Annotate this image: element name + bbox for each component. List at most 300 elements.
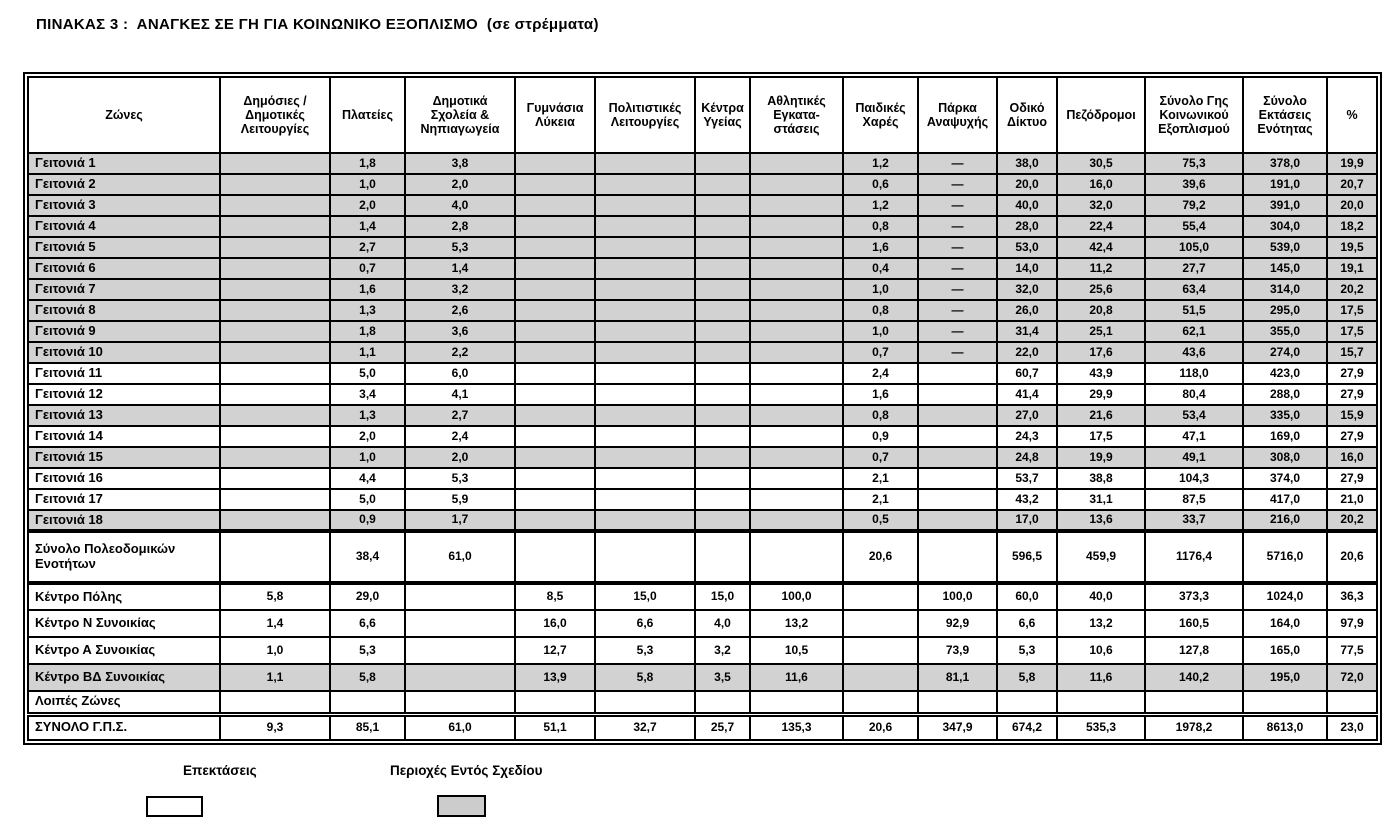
table-cell [515,195,595,216]
table-cell: 33,7 [1145,510,1243,531]
table-cell: 13,9 [515,664,595,691]
table-row [28,174,1377,195]
table-cell: 62,1 [1145,321,1243,342]
legend-swatch-extensions [146,796,203,817]
table-cell [750,258,843,279]
table-row [28,216,1377,237]
table-cell: 17,5 [1327,300,1377,321]
table-cell: 1024,0 [1243,583,1327,610]
table-cell: 51,1 [515,714,595,740]
table-cell: 25,1 [1057,321,1145,342]
table-cell: 1,3 [330,405,405,426]
table-cell: 21,6 [1057,405,1145,426]
table-cell: 0,5 [843,510,918,531]
table-cell [595,691,695,714]
table-row [28,637,1377,664]
table-cell: 63,4 [1145,279,1243,300]
table-row [28,384,1377,405]
column-header: Κέντρα Υγείας [695,77,750,153]
table-cell: 1,0 [843,321,918,342]
table-cell [1243,691,1327,714]
table-cell [515,153,595,174]
table-cell [515,531,595,583]
table-cell: 40,0 [997,195,1057,216]
table-cell: 5716,0 [1243,531,1327,583]
table-cell: 1,0 [843,279,918,300]
table-cell [695,258,750,279]
table-cell [220,153,330,174]
table-cell: 1,4 [330,216,405,237]
table-cell: 21,0 [1327,489,1377,510]
table-cell: 18,2 [1327,216,1377,237]
table-cell: 20,0 [997,174,1057,195]
table-cell: 43,6 [1145,342,1243,363]
table-row [28,258,1377,279]
zone-cell: Γειτονιά 5 [28,237,220,258]
column-header: Σύνολο Εκτάσεις Ενότητας [1243,77,1327,153]
table-cell [595,216,695,237]
table-cell [750,321,843,342]
table-cell [515,174,595,195]
table-cell [595,510,695,531]
table-cell: 51,5 [1145,300,1243,321]
table-row [28,510,1377,531]
table-cell: 160,5 [1145,610,1243,637]
table-cell [843,691,918,714]
table-cell [595,279,695,300]
table-cell: 4,4 [330,468,405,489]
table-cell: 100,0 [918,583,997,610]
table-cell: 53,7 [997,468,1057,489]
table-cell: 0,8 [843,300,918,321]
table-cell [515,447,595,468]
table-cell: 1,7 [405,510,515,531]
table-cell: 1,6 [843,384,918,405]
table-cell: 20,6 [843,714,918,740]
table-cell: 42,4 [1057,237,1145,258]
table-cell: 20,0 [1327,195,1377,216]
table-cell: 164,0 [1243,610,1327,637]
column-header: Δημόσιες / Δημοτικές Λειτουργίες [220,77,330,153]
zone-cell: Γειτονιά 2 [28,174,220,195]
zone-cell: ΣΥΝΟΛΟ Γ.Π.Σ. [28,714,220,740]
table-cell [220,237,330,258]
table-cell: 16,0 [1057,174,1145,195]
table-cell: 1,8 [330,153,405,174]
table-cell: 3,2 [405,279,515,300]
table-cell [843,583,918,610]
table-cell: 27,9 [1327,384,1377,405]
table-cell: 29,0 [330,583,405,610]
table-cell: 19,9 [1057,447,1145,468]
table-row [28,583,1377,610]
zone-cell: Γειτονιά 10 [28,342,220,363]
table-cell [843,637,918,664]
table-cell [220,258,330,279]
table-cell: 5,3 [405,237,515,258]
table-cell: 0,6 [843,174,918,195]
table-cell: 5,3 [997,637,1057,664]
table-cell: 17,6 [1057,342,1145,363]
table-cell: 0,8 [843,216,918,237]
zone-cell: Γειτονιά 15 [28,447,220,468]
table-cell: 0,7 [843,342,918,363]
table-cell: 1,1 [330,342,405,363]
table-cell: 674,2 [997,714,1057,740]
table-cell: 15,7 [1327,342,1377,363]
table-cell: 28,0 [997,216,1057,237]
table-cell: 140,2 [1145,664,1243,691]
table-cell: 92,9 [918,610,997,637]
table-row [28,714,1377,740]
legend-swatch-areas-within-plan [437,795,486,817]
table-cell: 165,0 [1243,637,1327,664]
table-cell [220,489,330,510]
table-cell [750,216,843,237]
table-row [28,489,1377,510]
table-cell: 11,6 [750,664,843,691]
table-cell: 8,5 [515,583,595,610]
table-cell: 417,0 [1243,489,1327,510]
table-cell: 1,1 [220,664,330,691]
table-cell [515,405,595,426]
table-cell [695,691,750,714]
table-row [28,363,1377,384]
table-cell [695,174,750,195]
table-cell: 17,5 [1327,321,1377,342]
table-cell: 23,0 [1327,714,1377,740]
table-cell: 378,0 [1243,153,1327,174]
table-cell: 12,7 [515,637,595,664]
table-cell: 1978,2 [1145,714,1243,740]
table-cell: — [918,216,997,237]
table-cell [220,174,330,195]
table-cell: 40,0 [1057,583,1145,610]
table-cell: 61,0 [405,531,515,583]
table-cell [515,300,595,321]
table-cell [750,691,843,714]
column-header: Οδικό Δίκτυο [997,77,1057,153]
table-cell: 25,7 [695,714,750,740]
table-cell: 20,6 [1327,531,1377,583]
table-cell: 374,0 [1243,468,1327,489]
table-cell [595,384,695,405]
table-cell [695,531,750,583]
table-cell: 459,9 [1057,531,1145,583]
table-cell: 20,8 [1057,300,1145,321]
table-cell [405,691,515,714]
table-cell [1327,691,1377,714]
table-cell: 2,4 [843,363,918,384]
table-cell: 9,3 [220,714,330,740]
table-cell: — [918,153,997,174]
table-cell [695,237,750,258]
table-cell: — [918,321,997,342]
table-cell: 2,7 [405,405,515,426]
table-cell: 6,6 [997,610,1057,637]
table-row [28,468,1377,489]
table-cell [595,405,695,426]
table-cell [695,447,750,468]
table-cell: 32,0 [997,279,1057,300]
zone-cell: Κέντρο Ν Συνοικίας [28,610,220,637]
table-cell: 118,0 [1145,363,1243,384]
table-cell: 20,2 [1327,510,1377,531]
table-cell: 5,9 [405,489,515,510]
table-cell [595,153,695,174]
table-cell: 16,0 [1327,447,1377,468]
table-cell: 0,9 [330,510,405,531]
table-cell: 6,0 [405,363,515,384]
table-cell: 274,0 [1243,342,1327,363]
table-cell: 4,0 [695,610,750,637]
table-cell: 3,4 [330,384,405,405]
table-cell: 0,9 [843,426,918,447]
table-cell [750,531,843,583]
table-cell: 20,2 [1327,279,1377,300]
table-cell: 29,9 [1057,384,1145,405]
table-cell: 30,5 [1057,153,1145,174]
table-cell: 17,0 [997,510,1057,531]
table-cell: 539,0 [1243,237,1327,258]
table-row [28,664,1377,691]
table-cell: 47,1 [1145,426,1243,447]
table-cell: 16,0 [515,610,595,637]
table-cell: 20,6 [843,531,918,583]
table-cell: 0,4 [843,258,918,279]
table-cell: 5,0 [330,489,405,510]
table-cell: 10,6 [1057,637,1145,664]
zone-cell: Γειτονιά 8 [28,300,220,321]
table-cell [515,321,595,342]
table-cell [918,531,997,583]
table-cell: 22,4 [1057,216,1145,237]
table-cell [695,510,750,531]
table-cell [515,279,595,300]
table-cell: 6,6 [330,610,405,637]
table-cell: 49,1 [1145,447,1243,468]
table-cell [695,153,750,174]
zone-cell: Γειτονιά 4 [28,216,220,237]
table-cell [918,691,997,714]
table-cell [695,405,750,426]
table-cell: — [918,258,997,279]
table-cell: 5,8 [220,583,330,610]
table-row [28,691,1377,714]
table-cell [220,363,330,384]
table-cell [918,363,997,384]
column-header: Πλατείες [330,77,405,153]
table-cell: 3,2 [695,637,750,664]
table-cell: 27,7 [1145,258,1243,279]
table-cell: 61,0 [405,714,515,740]
column-header: Γυμνάσια Λύκεια [515,77,595,153]
table-cell: 216,0 [1243,510,1327,531]
table-cell [918,405,997,426]
table-cell: 100,0 [750,583,843,610]
table-cell: 39,6 [1145,174,1243,195]
table-cell: 5,3 [405,468,515,489]
table-cell: 55,4 [1145,216,1243,237]
table-cell [750,153,843,174]
table-cell [750,447,843,468]
table-cell [595,237,695,258]
table-cell [220,195,330,216]
table-row [28,237,1377,258]
table-cell [750,300,843,321]
table-cell [997,691,1057,714]
table-cell: 11,2 [1057,258,1145,279]
table-cell [595,342,695,363]
table-cell [750,405,843,426]
table-cell [595,447,695,468]
table-cell: 15,0 [695,583,750,610]
table-cell: 43,9 [1057,363,1145,384]
column-header: Σύνολο Γης Κοινωνικού Εξοπλισμού [1145,77,1243,153]
table-cell: 60,0 [997,583,1057,610]
table-cell: 308,0 [1243,447,1327,468]
table-cell [843,664,918,691]
table-cell: 10,5 [750,637,843,664]
table-cell [918,489,997,510]
table-row [28,321,1377,342]
column-header: Παιδικές Χαρές [843,77,918,153]
table-cell [220,342,330,363]
table-cell: 1176,4 [1145,531,1243,583]
table-cell: 2,0 [330,426,405,447]
table-cell [220,691,330,714]
zone-cell: Λοιπές Ζώνες [28,691,220,714]
table-cell [595,300,695,321]
table-cell: 43,2 [997,489,1057,510]
zone-cell: Γειτονιά 6 [28,258,220,279]
table-cell [405,610,515,637]
table-cell [330,691,405,714]
zone-cell: Σύνολο Πολεοδομικών Ενοτήτων [28,531,220,583]
table-cell [515,691,595,714]
table-row [28,405,1377,426]
table-cell [750,195,843,216]
table-row [28,153,1377,174]
table-row [28,300,1377,321]
table-cell: 2,0 [405,174,515,195]
table-cell: 5,8 [595,664,695,691]
table-cell: 36,3 [1327,583,1377,610]
table-cell [750,342,843,363]
table-cell: 17,5 [1057,426,1145,447]
table-cell: 1,8 [330,321,405,342]
table-cell: 2,0 [330,195,405,216]
legend-label-areas-within-plan: Περιοχές Εντός Σχεδίου [390,763,543,778]
column-header: Δημοτικά Σχολεία & Νηπιαγωγεία [405,77,515,153]
table-cell: 53,4 [1145,405,1243,426]
table-cell: 0,8 [843,405,918,426]
table-cell: 22,0 [997,342,1057,363]
table-cell [695,468,750,489]
table-cell [515,216,595,237]
table-cell [595,426,695,447]
table-cell: 72,0 [1327,664,1377,691]
table-cell: 85,1 [330,714,405,740]
table-cell [595,195,695,216]
table-cell: 13,6 [1057,510,1145,531]
table-cell: 20,7 [1327,174,1377,195]
table-cell: 5,8 [330,664,405,691]
table-cell [515,489,595,510]
table-row [28,426,1377,447]
table-row [28,610,1377,637]
table-cell [918,384,997,405]
table-cell: 8613,0 [1243,714,1327,740]
zone-cell: Γειτονιά 18 [28,510,220,531]
table-cell: 1,6 [843,237,918,258]
table-cell: 14,0 [997,258,1057,279]
table-cell: 38,8 [1057,468,1145,489]
table-cell: 11,6 [1057,664,1145,691]
table-cell [220,405,330,426]
table-cell: 38,0 [997,153,1057,174]
table-cell: 41,4 [997,384,1057,405]
table-cell [750,384,843,405]
column-header: Αθλητικές Εγκατα- στάσεις [750,77,843,153]
table-header-row [28,77,1377,153]
table-cell: 145,0 [1243,258,1327,279]
table-row [28,195,1377,216]
table-cell: 5,3 [595,637,695,664]
table-cell: 535,3 [1057,714,1145,740]
table-cell: 1,0 [220,637,330,664]
table-cell [515,510,595,531]
table-cell [695,321,750,342]
table-cell [220,468,330,489]
zone-cell: Γειτονιά 9 [28,321,220,342]
table-cell [695,300,750,321]
table-cell: — [918,237,997,258]
table-cell: 25,6 [1057,279,1145,300]
zone-cell: Γειτονιά 13 [28,405,220,426]
table-cell: 105,0 [1145,237,1243,258]
table-cell: 423,0 [1243,363,1327,384]
table-cell [750,510,843,531]
table-cell: 60,7 [997,363,1057,384]
table-cell [595,468,695,489]
zone-cell: Γειτονιά 14 [28,426,220,447]
zone-cell: Γειτονιά 12 [28,384,220,405]
table-cell: 2,0 [405,447,515,468]
table-cell: 2,4 [405,426,515,447]
zone-cell: Γειτονιά 3 [28,195,220,216]
table-cell: 97,9 [1327,610,1377,637]
table-cell: 2,1 [843,489,918,510]
table-cell: 5,0 [330,363,405,384]
table-cell: 53,0 [997,237,1057,258]
table-cell [220,216,330,237]
table-cell: 15,0 [595,583,695,610]
table-cell [220,300,330,321]
table-cell [220,279,330,300]
table-cell [695,195,750,216]
table-cell [695,342,750,363]
table-cell: 1,2 [843,153,918,174]
table-cell: — [918,174,997,195]
table-cell: 38,4 [330,531,405,583]
table-cell: 104,3 [1145,468,1243,489]
table-cell [515,258,595,279]
table-cell [595,174,695,195]
table-cell [695,279,750,300]
table-cell [220,426,330,447]
table-cell: — [918,300,997,321]
